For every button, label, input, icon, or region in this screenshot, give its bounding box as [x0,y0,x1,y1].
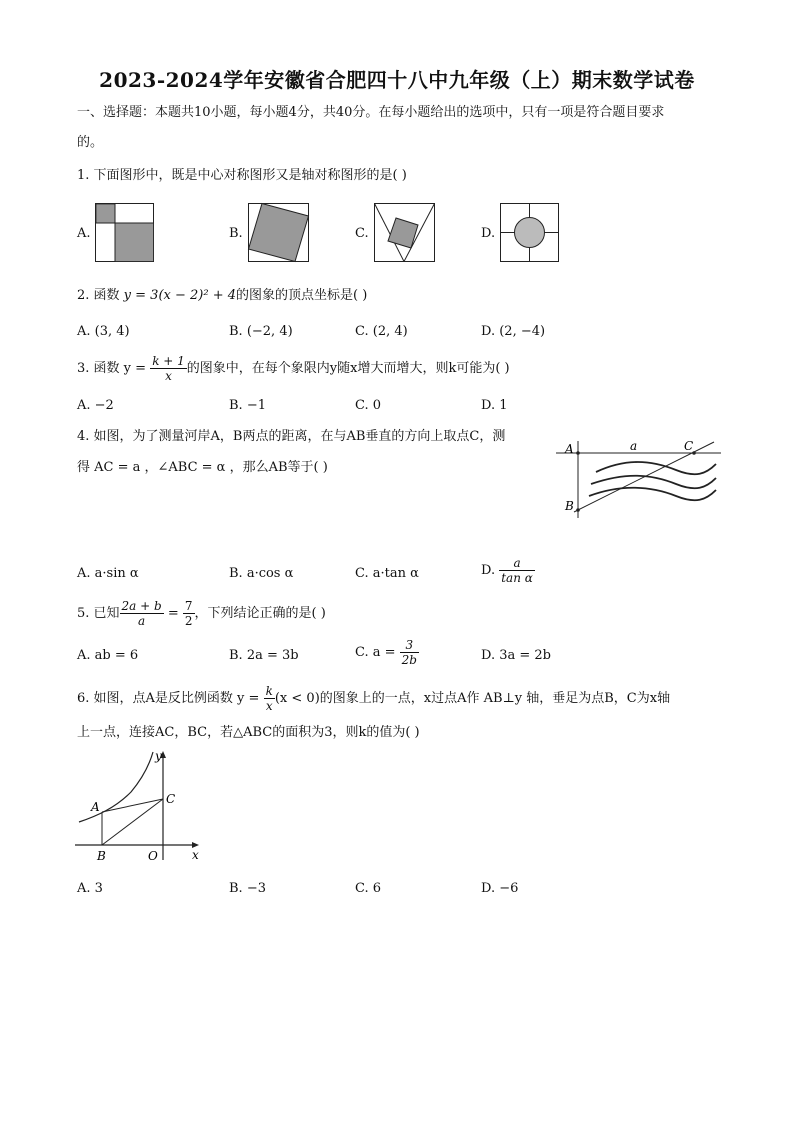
q6-fig-label-o: O [148,849,158,863]
q3-stem [77,352,510,386]
q5-equals: = [167,606,179,621]
q6-fraction: $\frac{k}{x}$ [265,684,273,713]
q2-stem [77,286,367,306]
page-title: 2023-2024学年安徽省合肥四十八中九年级（上）期末数学试卷 [99,68,695,92]
q1-figure-c [374,203,436,263]
q6-stem-post: (x < 0)的图象上的一点，x过点A作 AB⊥y 轴，垂足为点B，C为x轴 [274,691,671,706]
q4-fig-label-c: C [684,439,694,453]
q4-option-c: C. a·tan α [355,566,419,581]
q6-fig-label-x: x [192,848,199,862]
q4-fig-label-a: A [565,442,574,456]
q6-stem-line2: 上一点，连接AC，BC，若△ABC的面积为3，则k的值为( ) [77,725,420,740]
q6-stem-pre: 6. 如图，点A是反比例函数 y = [77,691,260,706]
q1-figure-a [95,203,155,263]
q1-option-b-label: B. [229,226,243,241]
q4-fig-label-side-a: a [630,439,638,453]
q1-figure-b [248,203,310,263]
q1-option-d-label: D. [481,226,496,241]
q5-stem-pre: 5. 已知 [77,606,120,621]
section-instructions-line1: 一、选择题：本题共10小题，每小题4分，共40分。在每小题给出的选项中，只有一项是符合题目要求 [77,105,665,120]
q4-stem-line2: 得 AC = a ，∠ABC = α ，那么AB等于( ) [77,460,328,475]
q5-option-c-fraction: $\frac{3}{2b}$ [401,638,417,667]
q4-river-figure [556,436,721,521]
q3-option-c: C. 0 [355,398,382,413]
q3-option-a: A. −2 [77,398,114,413]
q6-fig-label-a: A [91,800,100,814]
q4-option-d-fraction: $\frac{a}{\text{tan α}}$ [501,556,533,585]
q1-option-a-label: A. [77,226,91,241]
q4-stem-line1: 4. 如图，为了测量河岸A，B两点的距离，在与AB垂直的方向上取点C，测 [77,429,506,444]
q4-fig-label-b: B [565,499,574,513]
q6-option-a: A. 3 [77,881,103,896]
q5-fraction-2: $\frac{7}{2}$ [184,599,193,628]
q6-option-b: B. −3 [229,881,266,896]
q2-option-a: A. (3, 4) [77,324,130,339]
q5-fraction-1: $\frac{2a + b}{a}$ [121,599,162,628]
q6-fig-label-b: B [97,849,106,863]
q5-stem [77,597,326,631]
q4-option-a: A. a·sin α [77,566,139,581]
q2-formula: y = 3(x − 2)² + 4 [123,288,236,303]
q2-stem-post: 的图象的顶点坐标是( ) [236,288,368,303]
q5-option-c-label: C. a = [355,645,396,660]
q5-option-a: A. ab = 6 [77,648,139,663]
q6-fig-label-y: y [155,749,162,763]
q6-option-c: C. 6 [355,881,382,896]
q3-option-d: D. 1 [481,398,508,413]
q1-option-c-label: C. [355,226,369,241]
q2-stem-pre: 2. 函数 [77,288,124,303]
q6-option-d: D. −6 [481,881,519,896]
q6-coordinate-figure [75,748,210,866]
q5-option-b: B. 2a = 3b [229,648,299,663]
q3-option-b: B. −1 [229,398,266,413]
q3-fraction: $\frac{k + 1}{x}$ [152,354,185,383]
section-instructions-line2: 的。 [77,135,104,150]
q4-option-d [481,554,535,588]
q6-fig-label-c: C [166,792,176,806]
q1-stem: 1. 下面图形中，既是中心对称图形又是轴对称图形的是( ) [77,168,407,183]
q2-option-c: C. (2, 4) [355,324,408,339]
q5-stem-post: ，下列结论正确的是( ) [194,606,326,621]
q4-option-b: B. a·cos α [229,566,294,581]
q1-figure-d [500,203,560,263]
q3-stem-pre: 3. 函数 y = [77,361,147,376]
q5-option-d: D. 3a = 2b [481,648,551,663]
q2-option-b: B. (−2, 4) [229,324,293,339]
q4-option-d-label: D. [481,563,496,578]
q5-option-c [355,636,419,670]
q6-stem-line1 [77,682,670,716]
q3-stem-post: 的图象中，在每个象限内y随x增大而增大，则k可能为( ) [186,361,510,376]
q2-option-d: D. (2, −4) [481,324,546,339]
